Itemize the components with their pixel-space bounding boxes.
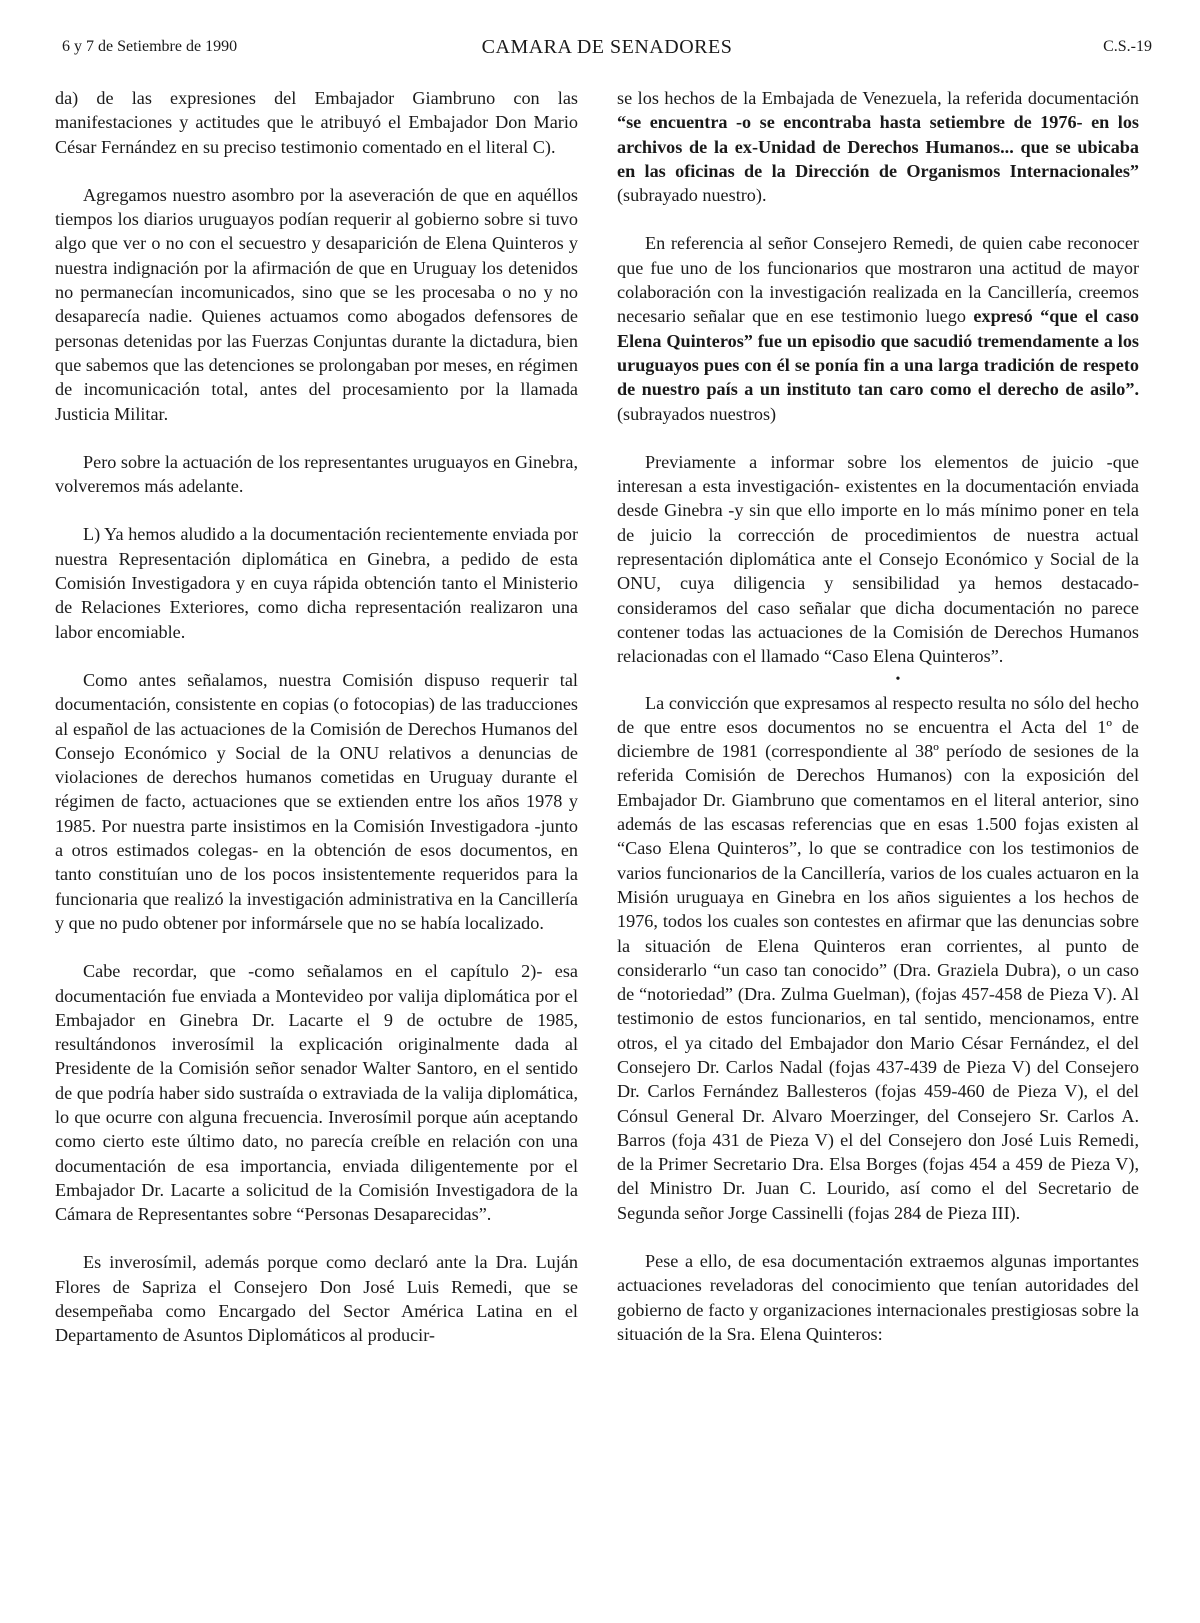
page-header: [62, 36, 1152, 64]
paragraph: L) Ya hemos aludido a la documentación recientemente enviada por nuestra Representación diplomática en Ginebra, a pedido de esta Comisión Investigadora y en cuya rápida obtención tanto el Ministerio de Relaciones Exteriores, como dicha representación realizaron una labor encomiable.: [55, 524, 578, 642]
paragraph: Agregamos nuestro asombro por la aseveración de que en aquéllos tiempos los diarios uruguayos podían requerir al gobierno sobre si tuvo algo que ver o no con el secuestro y desaparición de Elena Quinteros y nuestra indignación por la afirmación de que en Uruguay los detenidos no permanecían incomunicados, sino que se les procesaba o no y no desaparecía nadie. Quienes actuamos como abogados defensores de personas detenidas por las Fuerzas Conjuntas durante la dictadura, bien que sabemos que las detenciones se prolongaban por meses, en régimen de incomunicación total, antes del procesamiento por la llamada Justicia Militar.: [55, 184, 578, 424]
paragraph-text: En referencia al señor Consejero Remedi, de quien cabe reconocer que fue uno de los funcionarios que mostraron una actitud de mayor colaboración con la investigación realizada en la Cancillería, creemos necesario señalar que en ese testimonio luego: [617, 233, 1139, 327]
paragraph: Pero sobre la actuación de los representantes uruguayos en Ginebra, volveremos más adelante.: [55, 451, 578, 497]
right-column: [617, 86, 1139, 1370]
paragraph-text: (subrayado nuestro).: [617, 185, 767, 206]
header-title: CAMARA DE SENADORES: [481, 36, 733, 58]
paragraph: Cabe recordar, que -como señalamos en el capítulo 2)- esa documentación fue enviada a Montevideo por valija diplomática por el Embajador en Ginebra Dr. Lacarte el 9 de octubre de 1985, resultándonos inverosímil la explicación originalmente dada al Presidente de la Comisión señor senador Walter Santoro, en el sentido de que podría haber sido sustraída o extraviada de la valija diplomática, lo que ocurre con alguna frecuencia. Inverosímil porque aún aceptando como cierto este último dato, no parecía creíble en relación con una documentación de esa importancia, enviada diligentemente por el Embajador Dr. Lacarte a solicitud de la Comisión Investigadora de la Cámara de Representantes sobre “Personas Desaparecidas”.: [55, 961, 578, 1225]
paragraph: da) de las expresiones del Embajador Giambruno con las manifestaciones y actitudes que le atribuyó el Embajador Don Mario César Fernández en su preciso testimonio comentado en el literal C).: [55, 88, 578, 157]
header-date: 6 y 7 de Setiembre de 1990: [62, 38, 238, 55]
paragraph: Previamente a informar sobre los elementos de juicio -que interesan a esta investigación- existentes en la documentación enviada desde Ginebra -y sin que ello importe en lo más mínimo poner en tela de juicio la corrección de procedimientos de nuestra actual representación diplomática ante el Consejo Económico y Social de la ONU, cuya diligencia y sensibilidad ya hemos destacado- consideramos del caso señalar que dicha documentación no parece contener todas las actuaciones de la Comisión de Derechos Humanos relacionadas con el llamado “Caso Elena Quinteros”.: [617, 451, 1139, 667]
paragraph: [617, 86, 1139, 207]
paragraph-text: (subrayados nuestros): [617, 403, 777, 424]
paragraph-text: se los hechos de la Embajada de Venezuela, la referida documentación: [617, 88, 1139, 108]
bold-quote: expresó “que el caso Elena Quinteros” fue un episodio que sacudió tremendamente a los uruguayos pues con él se ponía fin a una larga tradición de respeto de nuestro país a un instituto tan caro como el derecho de asilo”.: [617, 306, 1139, 400]
bold-quote: “se encuentra -o se encontraba hasta setiembre de 1976- en los archivos de la ex-Unidad de Derechos Humanos... que se ubicaba en las oficinas de la Dirección de Organismos Internacionales”: [617, 112, 1139, 181]
paragraph: Es inverosímil, además porque como declaró ante la Dra. Luján Flores de Sapriza el Consejero Don José Luis Remedi, que se desempeñaba como Encargado del Sector América Latina en el Departamento de Asuntos Diplomáticos al producir-: [55, 1252, 578, 1346]
paragraph: [617, 231, 1139, 425]
paragraph: Como antes señalamos, nuestra Comisión dispuso requerir tal documentación, consistente en copias (o fotocopias) de las traducciones al español de las actuaciones de la Comisión de Derechos Humanos del Consejo Económico y Social de la ONU relativos a denuncias de violaciones de derechos humanos cometidas en Uruguay durante el régimen de facto, actuaciones que se extienden entre los años 1978 y 1985. Por nuestra parte insistimos en la Comisión Investigadora -junto a otros estimados colegas- en la obtención de esos documentos, en tanto constituían uno de los pocos insistentemente requeridos para la funcionaria que realizó la investigación administrativa en la Cancillería y que no pudo obtener por informársele que no se había localizado.: [55, 669, 578, 933]
header-page-number: C.S.-19: [1103, 38, 1152, 55]
stray-dot-mark: •: [895, 671, 901, 687]
paragraph: Pese a ello, de esa documentación extraemos algunas importantes actuaciones reveladoras del conocimiento que tenían autoridades del gobierno de facto y organizaciones internacionales prestigiosas sobre la situación de la Sra. Elena Quinteros:: [617, 1251, 1139, 1344]
left-column: [55, 86, 578, 1372]
paragraph: La convicción que expresamos al respecto resulta no sólo del hecho de que entre esos documentos no se encuentra el Acta del 1º de diciembre de 1981 (correspondiente al 38º período de sesiones de la referida Comisión de Derechos Humanos) con la exposición del Embajador Dr. Giambruno que comentamos en el literal anterior, sino además de las escasas referencias que en esas 1.500 fojas existen al “Caso Elena Quinteros”, lo que se contradice con los testimonios de varios funcionarios de la Cancillería, varios de los cuales actuaron en la Misión uruguaya en Ginebra en los años siguientes a los hechos de 1976, todos los cuales son contestes en afirmar que las denuncias sobre la situación de Elena Quinteros eran corrientes, al punto de considerarlo “un caso tan conocido” (Dra. Graziela Dubra), o un caso de “notoriedad” (Dra. Zulma Guelman), (fojas 457-458 de Pieza V). Al testimonio de estos funcionarios, en tal sentido, mencionamos, entre otros, el ya citado del Embajador don Mario César Fernández, el del Consejero Dr. Carlos Nadal (fojas 437-439 de Pieza V) del Consejero Dr. Carlos Fernández Ballesteros (fojas 459-460 de Pieza V), el del Cónsul General Dr. Alvaro Moerzinger, del Consejero Sr. Carlos A. Barros (foja 431 de Pieza V) el del Consejero don José Luis Remedi, de la Primer Secretario Dra. Elsa Borges (fojas 454 a 459 de Pieza V), del Ministro Dr. Juan C. Lourido, así como el del Secretario de Segunda señor Jorge Cassinelli (fojas 284 de Pieza III).: [617, 692, 1139, 1223]
